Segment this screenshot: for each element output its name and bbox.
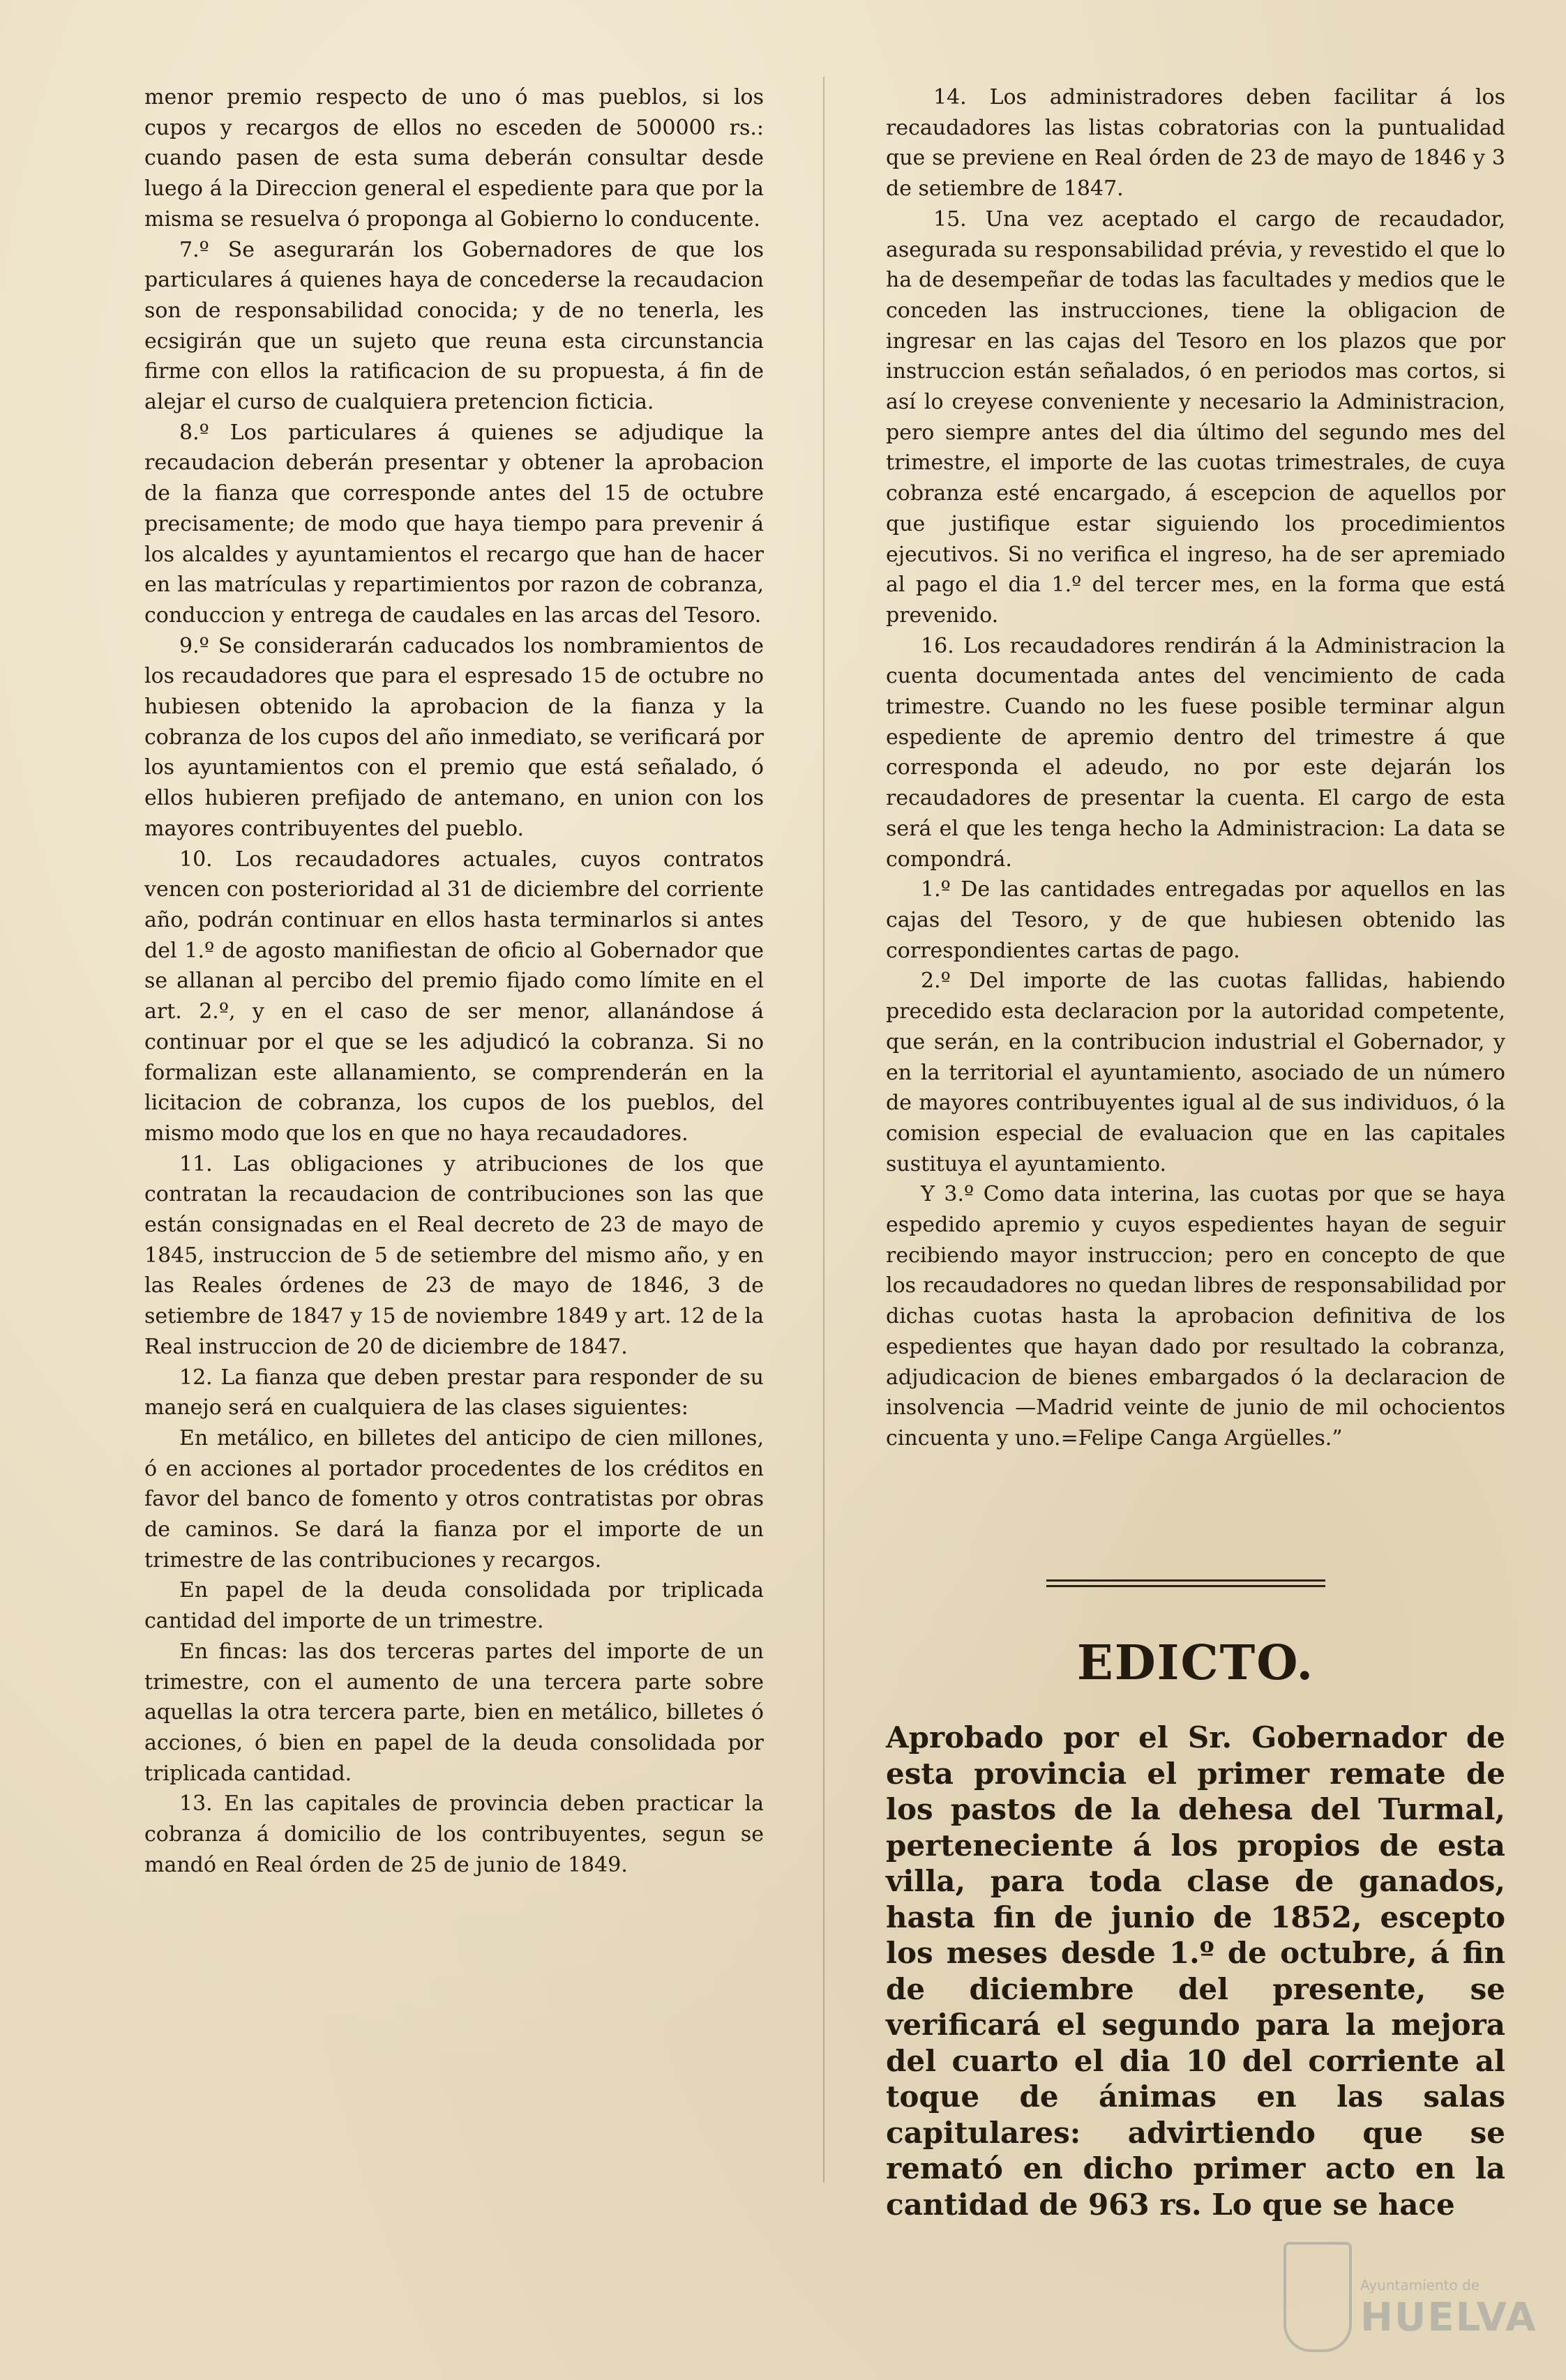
- section-rule: [1046, 1579, 1325, 1591]
- paragraph: En papel de la deuda consolidada por triplicada cantidad del importe de un trimestre.: [144, 1578, 764, 1634]
- paragraph: menor premio respecto de uno ó mas pueblos, si los cupos y recargos de ellos no esceden de 500000 rs.: cuando pasen de esta suma deberán consultar desde luego á la Direccion general el espediente para que por la misma se resuelva ó proponga al Gobierno lo conducente.: [144, 85, 764, 232]
- paragraph: 1.º De las cantidades entregadas por aquellos en las cajas del Tesoro, y de que hubiesen obtenido las correspondientes cartas de pago.: [886, 877, 1505, 963]
- paragraph: 14. Los administradores deben facilitar á los recaudadores las listas cobratorias con la puntualidad que se previene en Real órden de 23 de mayo de 1846 y 3 de setiembre de 1847.: [886, 85, 1505, 202]
- paragraph: En fincas: las dos terceras partes del importe de un trimestre, con el aumento de una tercera parte sobre aquellas la otra tercera parte, bien en metálico, billetes ó acciones, ó bien en papel de la deuda consolidada por triplicada cantidad.: [144, 1639, 764, 1786]
- paragraph: 16. Los recaudadores rendirán á la Administracion la cuenta documentada antes del vencimiento de cada trimestre. Cuando no les fuese posible terminar algun espediente de apremio dentro del trimestre á que corresponda el adeudo, no por este dejarán los recaudadores de presentar la cuenta. El cargo de esta será el que les tenga hecho la Administracion: La data se compondrá.: [886, 633, 1505, 872]
- edicto-title: EDICTO.: [1076, 1635, 1315, 1691]
- paragraph: 8.º Los particulares á quienes se adjudique la recaudacion deberán presentar y obtener la aprobacion de la fianza que corresponde antes del 15 de octubre precisamente; de modo que haya tiempo para prevenir á los alcaldes y ayuntamientos el recargo que han de hacer en las matrículas y repartimientos por razon de cobranza, conduccion y entrega de caudales en las arcas del Tesoro.: [144, 420, 764, 628]
- edicto-paragraph: Aprobado por el Sr. Gobernador de esta provincia el primer remate de los pastos de la dehesa del Turmal, perteneciente á los propios de esta villa, para toda clase de ganados, hasta fin de junio de 1852, escepto los meses desde 1.º de octubre, á fin de diciembre del presente, se verificará el segundo para la mejora del cuarto el dia 10 del corriente al toque de ánimas en las salas capitulares: advirtiendo que se remató en dicho primer acto en la cantidad de 963 rs. Lo que se hace: [886, 1720, 1505, 2222]
- column-divider: [823, 77, 825, 2183]
- left-column: [144, 82, 764, 1880]
- coat-of-arms-icon: [1283, 2242, 1352, 2352]
- watermark-logo: [1277, 2242, 1537, 2360]
- paragraph: 12. La fianza que deben prestar para responder de su manejo será en cualquiera de las clases siguientes:: [144, 1365, 764, 1420]
- edicto-body: [886, 1720, 1505, 2222]
- paragraph: 7.º Se asegurarán los Gobernadores de que los particulares á quienes haya de concederse la recaudacion son de responsabilidad conocida; y de no tenerla, les ecsigirán que un sujeto que reuna esta circunstancia firme con ellos la ratificacion de su propuesta, á fin de alejar el curso de cualquiera pretencion ficticia.: [144, 237, 764, 415]
- paragraph: 15. Una vez aceptado el cargo de recaudador, asegurada su responsabilidad prévia, y revestido el que lo ha de desempeñar de todas las facultades y medios que le conceden las instrucciones, tiene la obligacion de ingresar en las cajas del Tesoro en los plazos que por instruccion están señalados, ó en periodos mas cortos, si así lo creyese conveniente y necesario la Administracion, pero siempre antes del dia último del segundo mes del trimestre, el importe de las cuotas trimestrales, de cuya cobranza esté encargado, á escepcion de aquellos por que justifique estar siguiendo los procedimientos ejecutivos. Si no verifica el ingreso, ha de ser apremiado al pago el dia 1.º del tercer mes, en la forma que está prevenido.: [886, 206, 1505, 628]
- watermark-name: HUELVA: [1360, 2295, 1537, 2340]
- paragraph: 11. Las obligaciones y atribuciones de los que contratan la recaudacion de contribuciones son las que están consignadas en el Real decreto de 23 de mayo de 1845, instruccion de 5 de setiembre del mismo año, y en las Reales órdenes de 23 de mayo de 1846, 3 de setiembre de 1847 y 15 de noviembre 1849 y art. 12 de la Real instruccion de 20 de diciembre de 1847.: [144, 1151, 764, 1359]
- paragraph: Y 3.º Como data interina, las cuotas por que se haya espedido apremio y cuyos espedientes hayan de seguir recibiendo mayor instruccion; pero en concepto de que los recaudadores no quedan libres de responsabilidad por dichas cuotas hasta la aprobacion definitiva de los espedientes que hayan dado por resultado la cobranza, adjudicacion de bienes embargados ó la declaracion de insolvencia —Madrid veinte de junio de mil ochocientos cincuenta y uno.=Felipe Canga Argüelles.”: [886, 1182, 1505, 1450]
- paragraph: 2.º Del importe de las cuotas fallidas, habiendo precedido esta declaracion por la autoridad competente, que serán, en la contribucion industrial el Gobernador, y en la territorial el ayuntamiento, asociado de un número de mayores contribuyentes igual al de sus individuos, ó la comision especial de evaluacion que en las capitales sustituya el ayuntamiento.: [886, 969, 1505, 1176]
- right-column: [886, 82, 1505, 1454]
- watermark-subtitle: Ayuntamiento de: [1360, 2277, 1480, 2294]
- paragraph: 10. Los recaudadores actuales, cuyos contratos vencen con posterioridad al 31 de diciembre del corriente año, podrán continuar en ellos hasta terminarlos si antes del 1.º de agosto manifiestan de oficio al Gobernador que se allanan al percibo del premio fijado como límite en el art. 2.º, y en el caso de ser menor, allanándose á continuar por el que se les adjudicó la cobranza. Si no formalizan este allanamiento, se comprenderán en la licitacion de cobranza, los cupos de los pueblos, del mismo modo que los en que no haya recaudadores.: [144, 847, 764, 1146]
- paragraph: 13. En las capitales de provincia deben practicar la cobranza á domicilio de los contribuyentes, segun se mandó en Real órden de 25 de junio de 1849.: [144, 1791, 764, 1877]
- paragraph: 9.º Se considerarán caducados los nombramientos de los recaudadores que para el espresado 15 de octubre no hubiesen obtenido la aprobacion de la fianza y la cobranza de los cupos del año inmediato, se verificará por los ayuntamientos con el premio que está señalado, ó ellos hubieren prefijado de antemano, en union con los mayores contribuyentes del pueblo.: [144, 633, 764, 841]
- paragraph: En metálico, en billetes del anticipo de cien millones, ó en acciones al portador procedentes de los créditos en favor del banco de fomento y otros contratistas por obras de caminos. Se dará la fianza por el importe de un trimestre de las contribuciones y recargos.: [144, 1425, 764, 1572]
